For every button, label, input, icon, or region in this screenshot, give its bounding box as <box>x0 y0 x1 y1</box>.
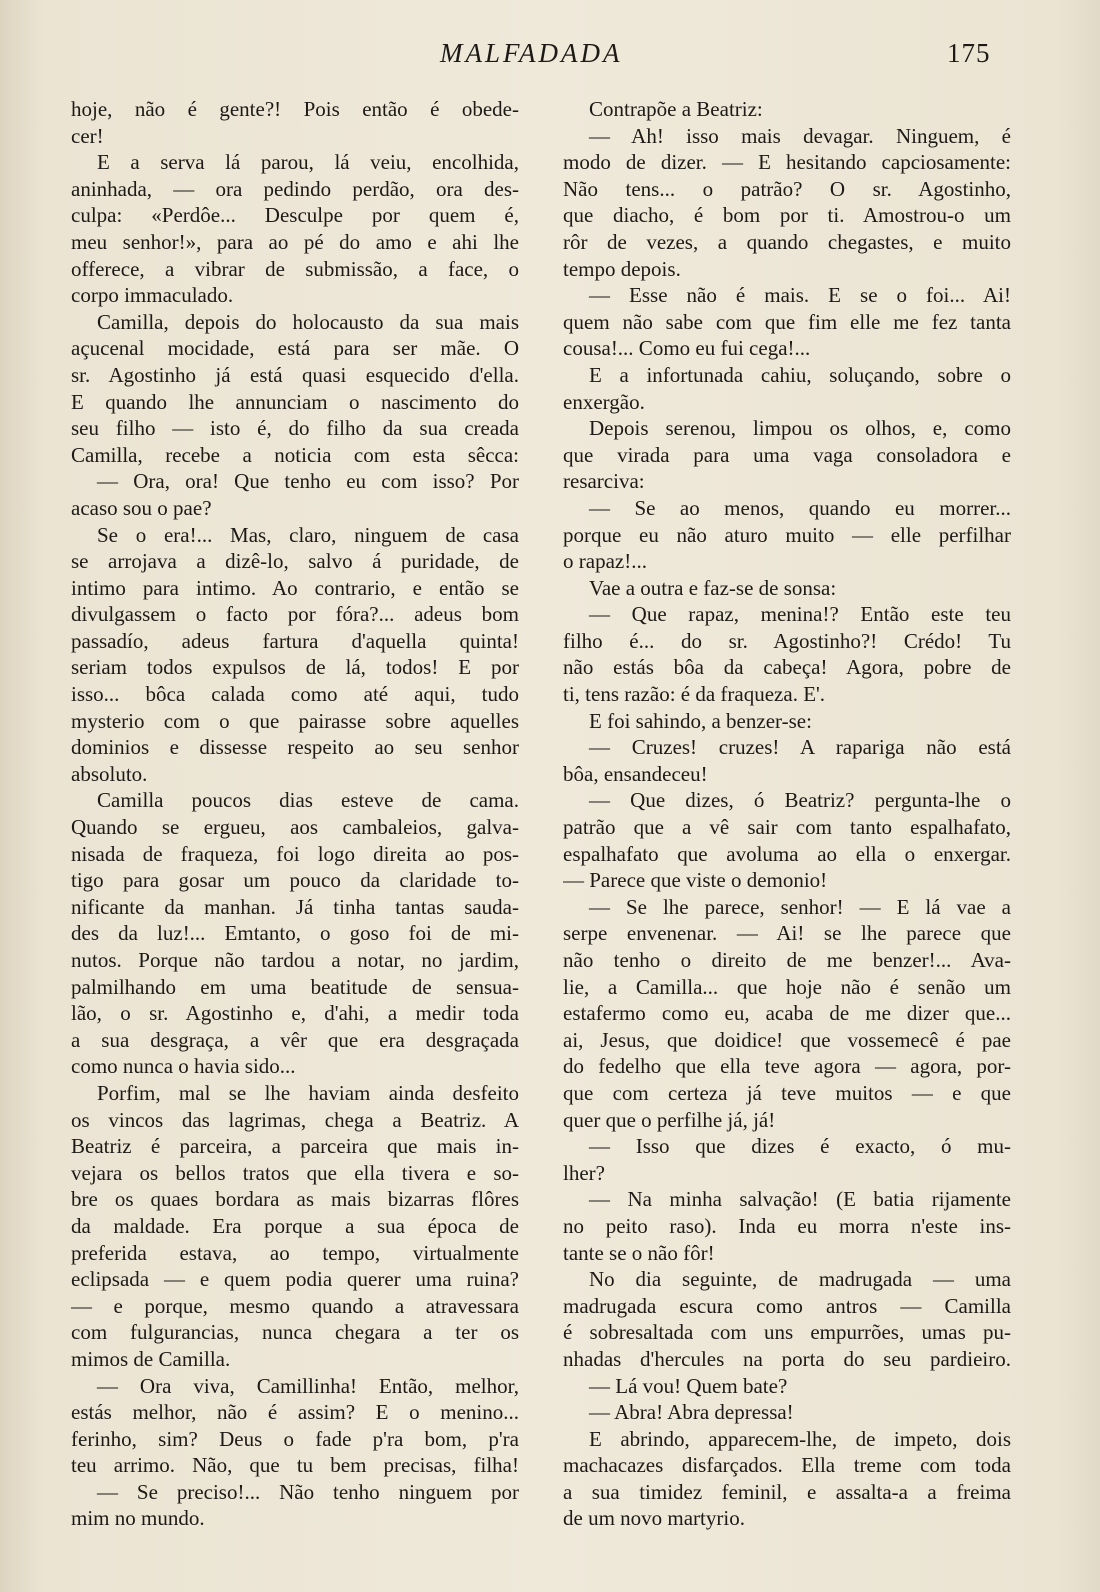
text-line: nisada de fraqueza, foi logo direita ao pos- <box>71 841 519 866</box>
text-line: quem não sabe com que fim elle me fez tanta <box>563 309 1011 334</box>
text-line: Se o era!... Mas, claro, ninguem de casa <box>97 522 519 547</box>
text-line: cousa!... Como eu fui cega!... <box>563 336 811 361</box>
text-line: sr. Agostinho já está quasi esquecido d'ella. <box>71 362 519 387</box>
text-line: — Esse não é mais. E se o foi... Ai! <box>589 283 1011 308</box>
text-line: lie, a Camilla... que hoje não é senão um <box>563 974 1011 999</box>
text-line: — Ah! isso mais devagar. Ninguem, é <box>589 123 1011 148</box>
left-text-column <box>71 96 519 1532</box>
text-line: Quando se ergueu, aos cambaleios, galva- <box>71 815 519 840</box>
text-line: que diacho, é bom por ti. Amostrou-o um <box>563 203 1011 228</box>
text-line: eclipsada — e quem podia querer uma ruina? <box>71 1267 519 1292</box>
text-line: não tenho o direito de me benzer!... Ava- <box>563 948 1011 972</box>
text-line: nutos. Porque não tardou a notar, no jardim, <box>71 948 519 972</box>
text-line: dominios e dissesse respeito ao seu senhor <box>71 735 519 760</box>
text-line: teu arrimo. Não, que tu bem precisas, filha! <box>71 1453 519 1478</box>
text-line: Beatriz é parceira, a parceira que mais in- <box>71 1134 519 1159</box>
text-line: a sua desgraça, a vêr que era desgraçada <box>71 1027 519 1052</box>
text-line: E a serva lá parou, lá veiu, encolhida, <box>97 150 519 175</box>
text-line: nhadas d'hercules na porta do seu pardieiro. <box>563 1346 1011 1371</box>
text-line: — Ora viva, Camillinha! Então, melhor, <box>97 1373 519 1398</box>
text-line: Não tens... o patrão? O sr. Agostinho, <box>563 176 1011 201</box>
text-line: divulgassem o facto por fóra?... adeus bom <box>71 602 519 627</box>
text-line: passadío, adeus fartura d'aquella quinta! <box>71 628 519 653</box>
text-line: que virada para uma vaga consoladora e <box>563 442 1011 467</box>
text-line: No dia seguinte, de madrugada — uma <box>589 1267 1011 1292</box>
text-line: nificante da manhan. Já tinha tantas sauda- <box>71 894 519 919</box>
text-line: do fedelho que ella teve agora — agora, por- <box>563 1054 1011 1079</box>
text-line: de um novo martyrio. <box>563 1506 745 1531</box>
text-line: no peito raso). Inda eu morra n'este ins- <box>563 1213 1011 1238</box>
text-line: modo de dizer. — E hesitando capciosamente: <box>563 150 1011 175</box>
text-line: acaso sou o pae? <box>71 495 212 520</box>
text-line: ti, tens razão: é da fraqueza. E'. <box>563 682 826 707</box>
text-line: lão, o sr. Agostinho e, d'ahi, a medir toda <box>71 1001 519 1026</box>
text-line: — Parece que viste o demonio! <box>563 868 828 893</box>
text-line: cer! <box>71 123 104 148</box>
text-line: Porfim, mal se lhe haviam ainda desfeito <box>97 1080 519 1105</box>
text-line: mimos de Camilla. <box>71 1346 231 1371</box>
text-line: tante se o não fôr! <box>563 1240 715 1265</box>
text-line: — e porque, mesmo quando a atravessara <box>71 1293 519 1318</box>
text-line: — Ora, ora! Que tenho eu com isso? Por <box>97 469 519 494</box>
text-line: Camilla, recebe a noticia com esta sêcca: <box>71 442 519 467</box>
text-line: offerece, a vibrar de submissão, a face, o <box>71 256 519 281</box>
text-line: resarciva: <box>563 469 645 494</box>
text-line: madrugada escura como antros — Camilla <box>563 1293 1011 1318</box>
text-line: é sobresaltada com uns empurrões, umas pu- <box>563 1320 1011 1345</box>
text-line: — Se lhe parece, senhor! — E lá vae a <box>589 894 1011 919</box>
text-line: ai, Jesus, que doidice! que vossemecê é pae <box>563 1027 1011 1052</box>
text-line: mysterio com o que pairasse sobre aquelles <box>71 708 519 733</box>
text-line: lher? <box>563 1160 605 1185</box>
text-line: E foi sahindo, a benzer-se: <box>589 708 812 733</box>
text-line: Camilla poucos dias esteve de cama. <box>97 788 519 813</box>
text-line: culpa: «Perdôe... Desculpe por quem é, <box>71 203 519 228</box>
text-line: não estás bôa da cabeça! Agora, pobre de <box>563 655 1011 680</box>
text-line: Camilla, depois do holocausto da sua mais <box>97 309 519 334</box>
text-line: vejara os bellos tratos que ella tivera e so- <box>71 1160 519 1185</box>
running-head <box>0 38 1100 78</box>
text-line: des da luz!... Emtanto, o goso foi de mi- <box>71 921 519 946</box>
text-line: filho é... do sr. Agostinho?! Crédo! Tu <box>563 628 1011 653</box>
text-line: corpo immaculado. <box>71 283 234 308</box>
text-line: isso... bôca calada como até aqui, tudo <box>71 682 519 707</box>
text-line: serpe envenenar. — Ai! se lhe parece que <box>563 921 1011 946</box>
text-line: E abrindo, apparecem-lhe, de impeto, dois <box>589 1426 1011 1451</box>
text-line: hoje, não é gente?! Pois então é obede- <box>71 97 519 121</box>
text-line: como nunca o havia sido... <box>71 1054 296 1079</box>
text-line: bre os quaes bordara as mais bizarras flôres <box>71 1187 519 1212</box>
text-line: E a infortunada cahiu, soluçando, sobre o <box>589 362 1011 387</box>
text-line: tigo para gosar um pouco da claridade to- <box>71 868 519 893</box>
text-line: enxergão. <box>563 389 645 414</box>
text-line: — Abra! Abra depressa! <box>589 1400 794 1425</box>
text-line: rôr de vezes, a quando chegastes, e muito <box>563 229 1011 254</box>
text-line: espalhafato que avoluma ao ella o enxergar. <box>563 841 1011 866</box>
running-title: MALFADADA <box>440 38 623 68</box>
right-text-column <box>563 96 1011 1532</box>
text-line: seu filho — isto é, do filho da sua creada <box>71 416 519 441</box>
text-line: — Isso que dizes é exacto, ó mu- <box>589 1134 1011 1159</box>
text-line: mim no mundo. <box>71 1506 205 1531</box>
text-line: intimo para intimo. Ao contrario, e então se <box>71 575 519 600</box>
text-line: patrão que a vê sair com tanto espalhafato, <box>563 815 1011 840</box>
text-line: aninhada, — ora pedindo perdão, ora des- <box>71 176 519 201</box>
text-line: Contrapõe a Beatriz: <box>589 97 763 121</box>
text-line: bôa, ensandeceu! <box>563 761 708 786</box>
text-line: palmilhando em uma beatitude de sensua- <box>71 974 519 999</box>
text-line: — Lá vou! Quem bate? <box>589 1373 788 1398</box>
text-line: — Que dizes, ó Beatriz? pergunta-lhe o <box>589 788 1011 813</box>
text-line: porque eu não aturo muito — elle perfilhar <box>563 522 1011 547</box>
text-line: se arrojava a dizê-lo, salvo á puridade, de <box>71 549 519 574</box>
text-line: absoluto. <box>71 761 148 786</box>
text-line: ferinho, sim? Deus o fade p'ra bom, p'ra <box>71 1426 519 1451</box>
text-line: — Cruzes! cruzes! A rapariga não está <box>589 735 1011 760</box>
text-line: Depois serenou, limpou os olhos, e, como <box>589 416 1011 441</box>
text-line: da maldade. Era porque a sua época de <box>71 1213 519 1238</box>
text-line: o rapaz!... <box>563 549 647 574</box>
text-line: os vincos das lagrimas, chega a Beatriz. A <box>71 1107 519 1132</box>
text-line: — Se preciso!... Não tenho ninguem por <box>97 1479 519 1504</box>
text-line: a sua timidez feminil, e assalta-a a freima <box>563 1479 1011 1504</box>
text-line: seriam todos expulsos de lá, todos! E por <box>71 655 519 680</box>
text-line: preferida estava, ao tempo, virtualmente <box>71 1240 519 1265</box>
text-line: tempo depois. <box>563 256 681 281</box>
text-line: — Que rapaz, menina!? Então este teu <box>589 602 1011 627</box>
text-line: Vae a outra e faz-se de sonsa: <box>589 575 837 600</box>
text-line: açucenal mocidade, está para ser mãe. O <box>71 336 519 361</box>
text-line: quer que o perfilhe já, já! <box>563 1107 776 1132</box>
text-line: — Na minha salvação! (E batia rijamente <box>589 1187 1011 1212</box>
text-line: que com certeza já teve muitos — e que <box>563 1080 1011 1105</box>
text-line: meu senhor!», para ao pé do amo e ahi lhe <box>71 229 519 254</box>
text-line: com fulgurancias, nunca chegara a ter os <box>71 1320 519 1345</box>
page-number: 175 <box>947 38 991 68</box>
text-line: estafermo como eu, acaba de me dizer que... <box>563 1001 1011 1026</box>
text-line: E quando lhe annunciam o nascimento do <box>71 389 519 414</box>
text-line: estás melhor, não é assim? E o menino... <box>71 1400 519 1425</box>
text-line: — Se ao menos, quando eu morrer... <box>589 495 1011 520</box>
text-line: machacazes disfarçados. Ella treme com toda <box>563 1453 1011 1478</box>
